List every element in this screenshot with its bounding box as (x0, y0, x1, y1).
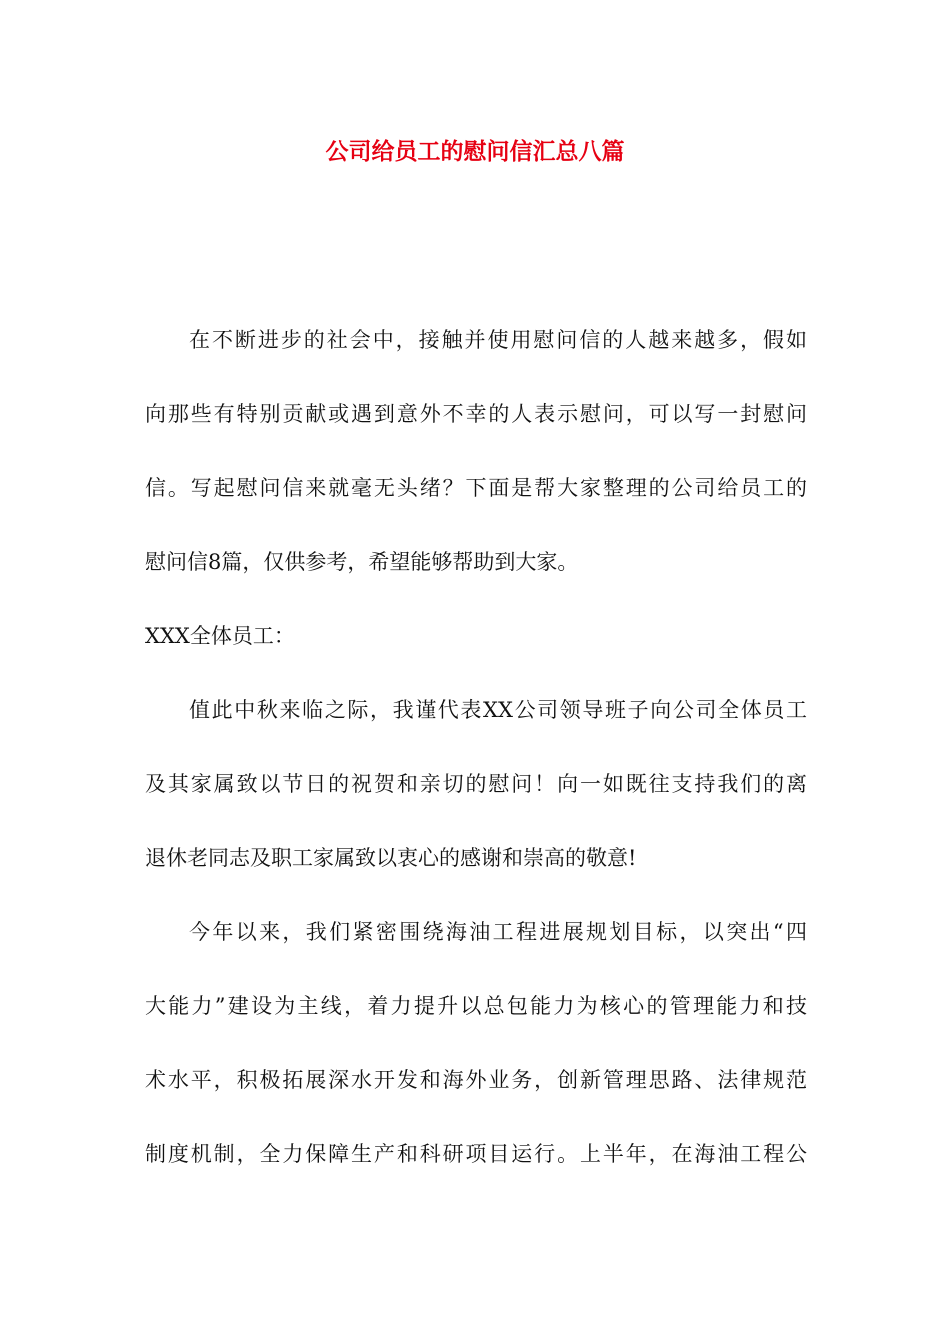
paragraph-line: 大能力”建设为主线，着力提升以总包能力为核心的管理能力和技 (145, 994, 807, 1018)
paragraph-line: 制度机制，全力保障生产和科研项目运行。上半年，在海油工程公 (145, 1142, 807, 1166)
paragraph-line: 今年以来，我们紧密围绕海油工程进展规划目标，以突出“四 (189, 920, 807, 944)
paragraph-line: 及其家属致以节日的祝贺和亲切的慰问！向一如既往支持我们的离 (145, 772, 807, 796)
paragraph-line: 术水平，积极拓展深水开发和海外业务，创新管理思路、法律规范 (145, 1068, 807, 1092)
paragraph-line: 慰问信8篇，仅供参考，希望能够帮助到大家。 (145, 550, 579, 574)
paragraph-line: 退休老同志及职工家属致以衷心的感谢和崇高的敬意! (145, 846, 637, 870)
document-body (145, 322, 807, 1210)
paragraph-line: 在不断进步的社会中，接触并使用慰问信的人越来越多，假如 (189, 328, 807, 352)
document-title: 公司给员工的慰问信汇总八篇 (325, 139, 625, 165)
salutation-line: XXX全体员工： (145, 624, 295, 648)
paragraph-line: 值此中秋来临之际，我谨代表XX公司领导班子向公司全体员工 (189, 698, 807, 722)
paragraph-line: 向那些有特别贡献或遇到意外不幸的人表示慰问，可以写一封慰问 (145, 402, 807, 426)
paragraph-line: 信。写起慰问信来就毫无头绪？下面是帮大家整理的公司给员工的 (145, 476, 807, 500)
